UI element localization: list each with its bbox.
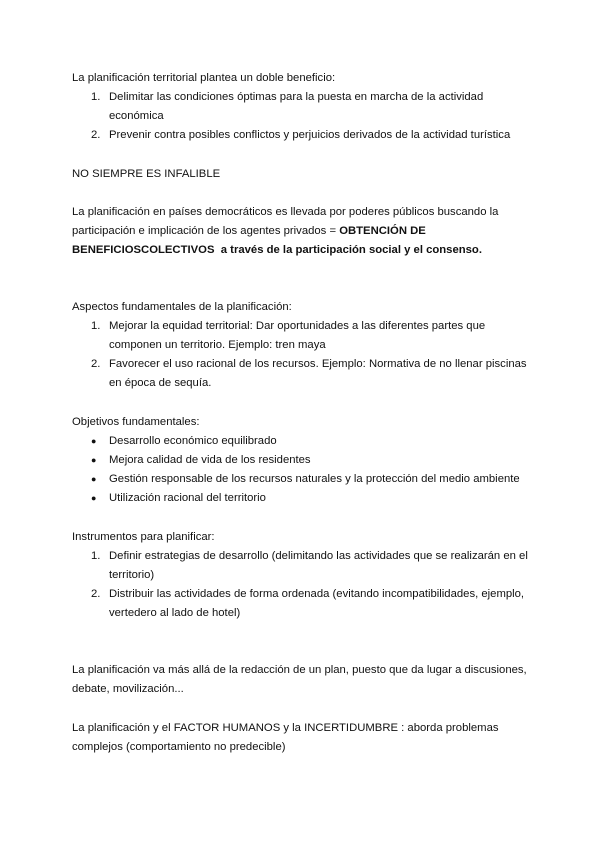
list-item-text: Distribuir las actividades de forma ordenada (evitando incompatibilidades, ejemplo, vertedero al lado de hotel) — [109, 588, 525, 619]
list-item-text: Favorecer el uso racional de los recursos. Ejemplo: Normativa de no llenar piscinas en época de sequía. — [109, 358, 527, 389]
bold-phrase: a través de la participación social y el consenso. — [220, 244, 482, 256]
list-item — [72, 317, 532, 355]
aspects-list — [72, 317, 532, 393]
list-number: 1. — [91, 320, 101, 332]
list-item-text: Delimitar las condiciones óptimas para la puesta en marcha de la actividad económica — [109, 91, 484, 122]
list-item — [72, 470, 532, 489]
benefit-intro: La planificación territorial plantea un doble beneficio: — [72, 72, 336, 84]
list-item — [72, 88, 532, 126]
list-number: 1. — [91, 91, 101, 103]
list-item-text: Definir estrategias de desarrollo (delimitando las actividades que se realizarán en el territorio) — [109, 550, 528, 581]
list-item-text: Utilización racional del territorio — [109, 492, 266, 504]
aspects-intro: Aspectos fundamentales de la planificación: — [72, 301, 292, 313]
bold-term: OBTENCIÓN DE BENEFICIOSCOLECTIVOS — [72, 225, 426, 256]
objectives-section — [72, 413, 532, 508]
list-item-text: Prevenir contra posibles conflictos y perjuicios derivados de la actividad turística — [109, 129, 511, 141]
list-number: 1. — [91, 550, 101, 562]
objectives-list — [72, 432, 532, 508]
bullet-icon: ● — [91, 436, 97, 446]
list-item-text: Mejorar la equidad territorial: Dar oportunidades a las diferentes partes que componen un territorio. Ejemplo: tren maya — [109, 320, 486, 351]
fundamental-aspects-section — [72, 298, 532, 393]
list-item — [72, 451, 532, 470]
list-number: 2. — [91, 358, 101, 370]
list-item-text: Desarrollo económico equilibrado — [109, 435, 277, 447]
list-item — [72, 126, 532, 145]
instruments-intro: Instrumentos para planificar: — [72, 531, 215, 543]
bullet-icon: ● — [91, 474, 97, 484]
bullet-icon: ● — [91, 455, 97, 465]
list-item — [72, 585, 532, 623]
democratic-planning-paragraph — [72, 203, 532, 260]
list-item-text: Mejora calidad de vida de los residentes — [109, 454, 311, 466]
list-number: 2. — [91, 129, 101, 141]
list-number: 2. — [91, 588, 101, 600]
beyond-plan-paragraph: La planificación va más allá de la redacción de un plan, puesto que da lugar a discusiones, debate, movilización... — [72, 664, 527, 695]
human-factor-paragraph: La planificación y el FACTOR HUMANOS y la INCERTIDUMBRE : aborda problemas complejos (comportamiento no predecible) — [72, 722, 499, 753]
benefit-list — [72, 88, 532, 145]
list-item — [72, 355, 532, 393]
list-item — [72, 489, 532, 508]
objectives-intro: Objetivos fundamentales: — [72, 416, 200, 428]
benefit-section — [72, 69, 532, 145]
list-item-text: Gestión responsable de los recursos naturales y la protección del medio ambiente — [109, 473, 520, 485]
planning-instruments-section — [72, 528, 532, 623]
list-item — [72, 432, 532, 451]
not-infallible-note: NO SIEMPRE ES INFALIBLE — [72, 168, 221, 180]
bullet-icon: ● — [91, 493, 97, 503]
instruments-list — [72, 547, 532, 623]
paragraph-text: La planificación en países democráticos es llevada por poderes públicos buscando la participación e implicación de los agentes privados = — [72, 206, 499, 237]
list-item — [72, 547, 532, 585]
